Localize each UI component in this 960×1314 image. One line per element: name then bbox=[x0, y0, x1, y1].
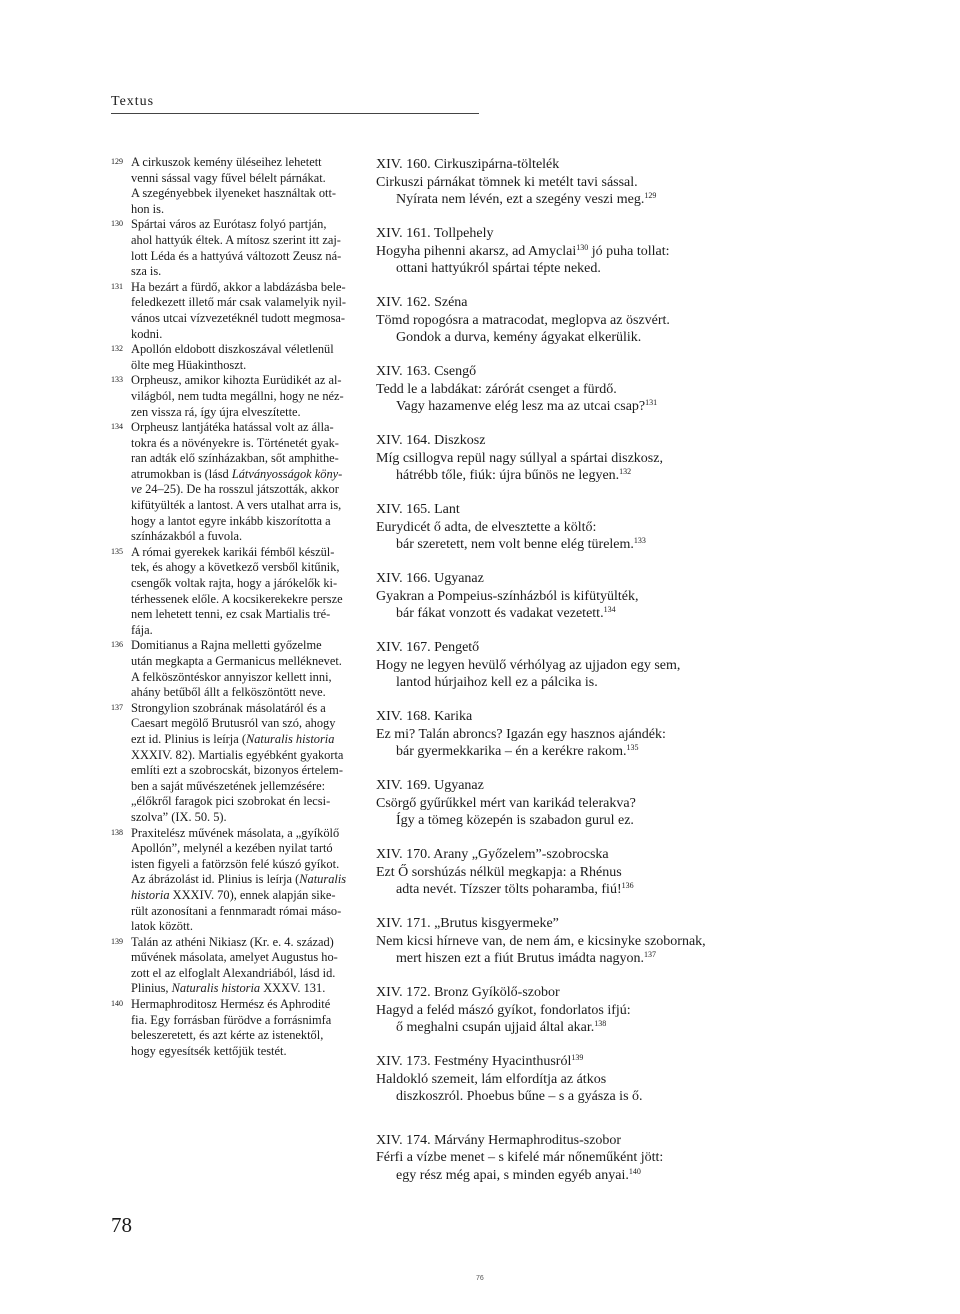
epigram-172: XIV. 172. Bronz Gyíkölő-szobor Hagyd a feléd mászó gyíkot, fondorlatos ifjú: ő meghalni csupán ujjaid által akar.$^{138}$ bbox=[376, 985, 631, 1035]
epigram-161: XIV. 161. Tollpehely Hogyha pihenni akarsz, ad Amyclai$^{130}$ jó puha tollat: ottani hattyúkról spártai tépte neked. bbox=[376, 226, 670, 276]
footnote-132: 132 Apollón eldobott diszkoszával véletlenül ölte meg Hüakinthoszt. bbox=[111, 342, 334, 372]
epigram-165: XIV. 165. Lant Eurydicét ő adta, de elvesztette a költő: bár szeretett, nem volt benne elég türelem.$^{133}$ bbox=[376, 502, 646, 552]
footnote-139: 139 Talán az athéni Nikiasz (Kr. e. 4. század) művének másolata, amelyet Augustus ho- zott el az elfoglalt Alexandriából, lásd id. Plinius, Naturalis historia XXXV. 131. bbox=[111, 934, 338, 996]
footnote-129: 129 A cirkuszok kemény üléseihez lehetett venni sással vagy fűvel bélelt párnákat. A szegényebbek ilyeneket használtak ott- hon is. bbox=[111, 155, 337, 216]
footnote-130: 130 Spártai város az Eurótasz folyó partján, ahol hattyúk éltek. A mítosz szerint itt zaj- lott Léda és a hattyúvá változott Zeusz ná- sza is. bbox=[111, 217, 342, 279]
footnote-138: 138 Praxitelész művének másolata, a „gyíkölő Apollón”, melynél a kezében nyilat tartó isten figyeli a fatörzsön felé kúszó gyíkot. Az ábrázolást id. Plinius is leírja (Naturalis historia XXXIV. 70), ennek alapján sike- rült azonosítani a fennmaradt római máso- latok között. bbox=[111, 825, 347, 934]
epigram-169: XIV. 169. Ugyanaz Csörgő gyűrűkkel mért van karikád telerakva? Így a tömeg közepén is szabadon gurul ez. bbox=[376, 778, 636, 828]
epigram-164: XIV. 164. Diszkosz Míg csillogva repül nagy súllyal a spártai diszkosz, hátrébb tőle, fiúk: újra bűnös ne legyen.$^{132}$ bbox=[376, 433, 663, 483]
footnote-135: 135 A római gyerekek karikái fémből készül- tek, és ahogy a következő versből kitűnik, csengők voltak rajta, hogy a járókelők ki- térhessenek előle. A kocsikerekekre persze nem lehetett tenni, ez csak Martialis tré- fája. bbox=[111, 544, 343, 637]
footnotes-column bbox=[111, 155, 349, 1059]
epigram-160: XIV. 160. Cirkuszipárna-töltelék Cirkuszi párnákat tömnek ki metélt tavi sással. Nyírata nem lévén, ezt a szegény veszi meg.$^{129}$ bbox=[376, 157, 657, 207]
epigram-174: XIV. 174. Márvány Hermaphroditus-szobor Férfi a vízbe menet – s kifelé már nőneműként jött: egy rész még apai, s minden egyéb anyai.$^{140}$ bbox=[376, 1132, 664, 1183]
footnote-137: 137 Strongylion szobrának másolatáról és a Caesart megölő Brutusról van szó, ahogy ezt id. Plinius is leírja (Naturalis historia XXXIV. 82). Martialis egyébként gyakorta említi ezt a szobrocskát, bizonyos értelem- ben a saját művészetének jellemzésére: „élőkről faragok pici szobrokat én lecsi- szolva” (IX. 50. 5). bbox=[111, 700, 344, 824]
print-sheet-number: 76 bbox=[476, 1275, 484, 1282]
epigram-171: XIV. 171. „Brutus kisgyermeke” Nem kicsi hírneve van, de nem ám, e kicsinyke szobornak, mert hiszen ezt a fiút Brutus imádta nagyon.$^{137}$ bbox=[376, 916, 706, 966]
epigram-163: XIV. 163. Csengő Tedd le a labdákat: zárórát csenget a fürdő. Vagy hazamenve elég lesz ma az utcai csap?$^{131}$ bbox=[376, 364, 658, 414]
footnote-131: 131 Ha bezárt a fürdő, akkor a labdázásba bele- feledkezett illető már csak valamelyik nyil- vános utcai vízvezetéknél tudott megmosa- kodni. bbox=[111, 279, 347, 341]
epigram-167: XIV. 167. Pengető Hogy ne legyen hevülő vérhólyag az ujjadon egy sem, lantod húrjaihoz kell ez a pálcika is. bbox=[376, 640, 681, 690]
running-header: Textus bbox=[111, 94, 479, 114]
page-number: 78 bbox=[111, 1213, 132, 1237]
footnote-133: 133 Orpheusz, amikor kihozta Eurüdikét az al- világból, nem tudta megállni, hogy ne néz- zen vissza rá, így újra elveszítette. bbox=[111, 373, 344, 419]
footnote-136: 136 Domitianus a Rajna melletti győzelme után megkapta a Germanicus melléknevet. A felköszöntéskor annyiszor kellett inni, ahány betűből állt a felköszöntött neve. bbox=[111, 638, 342, 700]
footnote-140: 140 Hermaphroditosz Hermész és Aphrodité fia. Egy forrásban fürödve a forrásnimfa beleszeretett, és azt kérte az istenektől, hogy egyesítsék kettőjük testét. bbox=[111, 997, 332, 1058]
epigram-166: XIV. 166. Ugyanaz Gyakran a Pompeius-színházból is kifütyülték, bár fákat vonzott és vadakat vezetett.$^{134}$ bbox=[376, 571, 639, 621]
epigram-168: XIV. 168. Karika Ez mi? Talán abroncs? Igazán egy hasznos ajándék: bár gyermekkarika – én a kerékre rakom.$^{135}$ bbox=[376, 709, 666, 759]
epigram-162: XIV. 162. Széna Tömd ropogósra a matracodat, meglopva az öszvért. Gondok a durva, kemény ágyakat elkerülik. bbox=[376, 295, 670, 345]
footnote-134: 134 Orpheusz lantjátéka hatással volt az álla- tokra és a növényekre is. Történetét gyak- ran adták elő színházakban, sőt amphithe- atrumokban is (lásd Látványosságok köny- ve 24–25). De ha rosszul játszották, akkor kifütyülték a lantost. A vers utalhat arra is, hogy a lantot egyre inkább kiszorította a színházakból a fuvola. bbox=[111, 420, 343, 544]
epigrams-column bbox=[376, 156, 736, 1201]
epigram-173: XIV. 173. Festmény Hyacinthusról$^{139}$ Haldokló szemeit, lám elfordítja az átkos diszkoszról. Phoebus bűne – s a gyásza is ő. bbox=[376, 1053, 643, 1104]
epigram-170: XIV. 170. Arany „Győzelem”-szobrocska Ezt Ő sorshúzás nélkül megkapja: a Rhénus adta nevét. Tízszer tölts poharamba, fiú!$^{136}$ bbox=[376, 847, 634, 897]
